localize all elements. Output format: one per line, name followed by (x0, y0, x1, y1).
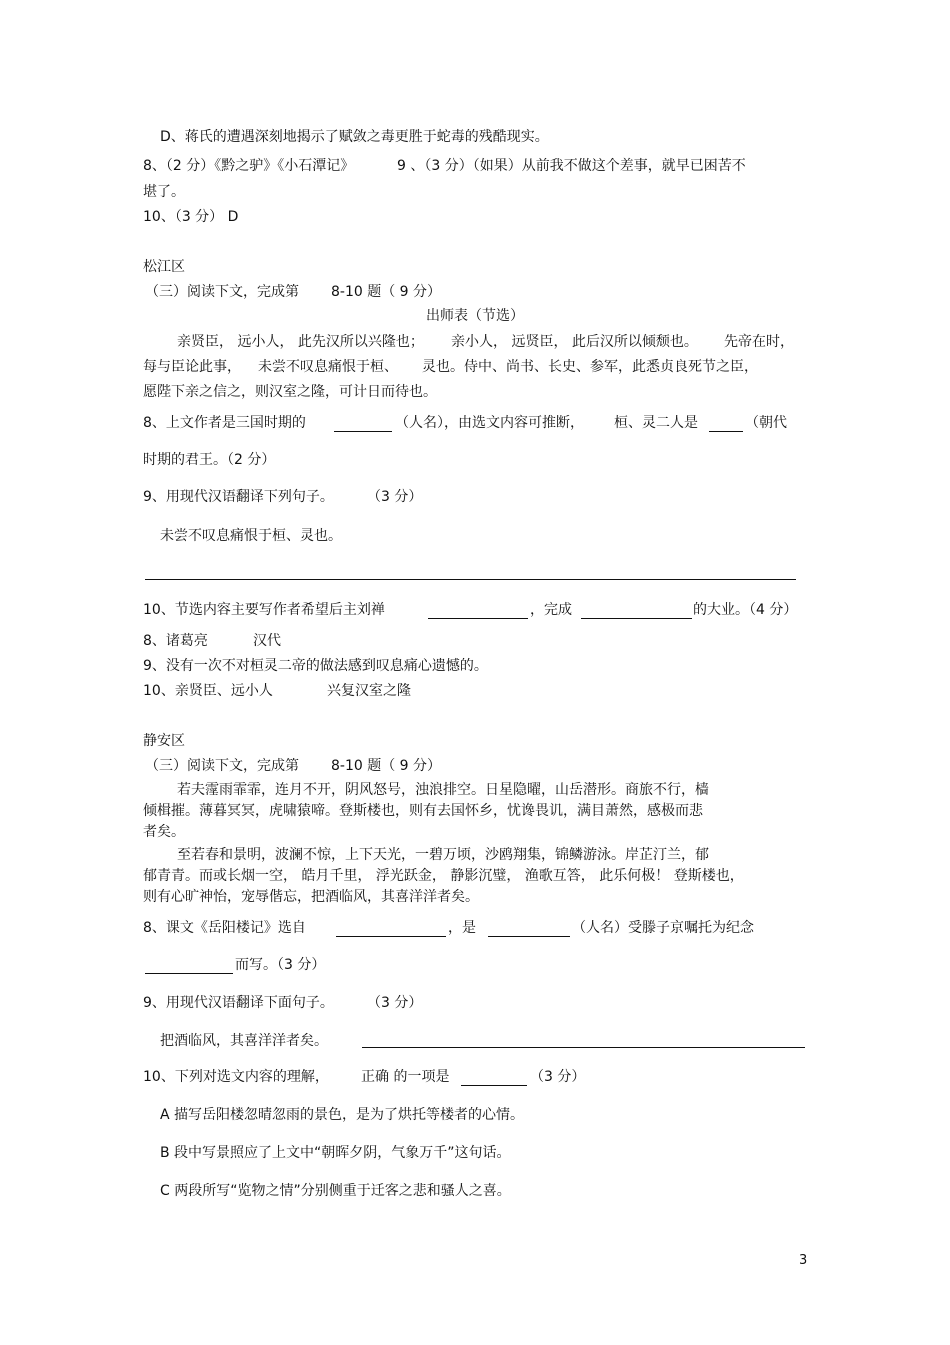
question-8-part: ，是 (448, 920, 476, 936)
section-heading: （三）阅读下文，完成第 (145, 284, 299, 300)
answer-blank[interactable] (461, 1085, 527, 1086)
answer-8-dynasty: 汉代 (253, 633, 281, 649)
question-8: 8、上文作者是三国时期的 (143, 415, 306, 431)
section-heading: （三）阅读下文，完成第 (145, 758, 299, 774)
question-10-part: 正确 的一项是 (361, 1069, 450, 1085)
answer-blank[interactable] (709, 431, 743, 432)
question-10: 10、下列对选文内容的理解， (143, 1069, 329, 1085)
answer-9-top-cont: 堪了。 (143, 184, 185, 200)
answer-blank[interactable] (428, 618, 528, 619)
passage-line: 则有心旷神怡，宠辱偕忘，把酒临风，其喜洋洋者矣。 (143, 889, 479, 905)
question-9-score: （3 分） (367, 995, 423, 1011)
answer-blank[interactable] (334, 431, 392, 432)
passage-line: 未尝不叹息痛恨于桓、 (258, 359, 398, 375)
question-8-part: 桓、灵二人是 (614, 415, 698, 431)
question-9: 9、用现代汉语翻译下面句子。 (143, 995, 334, 1011)
answer-blank[interactable] (336, 936, 446, 937)
option-a: A 描写岳阳楼忽晴忽雨的景色，是为了烘托等楼者的心情。 (160, 1107, 525, 1123)
district-songjiang: 松江区 (143, 259, 185, 275)
question-8-part: （朝代 (745, 415, 787, 431)
answer-8-top: 8、（2 分）《黔之驴》《小石潭记》 (143, 158, 355, 174)
page-number: 3 (799, 1253, 808, 1268)
question-10-part: 的大业。（4 分） (693, 602, 798, 618)
district-jingan: 静安区 (143, 733, 185, 749)
question-9: 9、用现代汉语翻译下列句子。 (143, 489, 334, 505)
passage-line: 先帝在时， (724, 334, 794, 350)
passage-line: 灵也。侍中、尚书、长史、参军，此悉贞良死节之臣， (422, 359, 758, 375)
passage-line: 者矣。 (143, 824, 185, 840)
question-10-part: ，完成 (530, 602, 572, 618)
answer-blank[interactable] (581, 618, 692, 619)
answer-10: 10、亲贤臣、远小人 (143, 683, 273, 699)
question-8: 8、课文《岳阳楼记》选自 (143, 920, 306, 936)
passage-line: 亲小人， 远贤臣， 此后汉所以倾颓也。 (451, 334, 698, 350)
passage-line: 每与臣论此事， (143, 359, 241, 375)
answer-8: 8、诸葛亮 (143, 633, 208, 649)
answer-line[interactable] (145, 579, 796, 580)
answer-10-top: 10、（3 分） D (143, 209, 239, 225)
answer-10-b: 兴复汉室之隆 (327, 683, 411, 699)
option-d: D、蒋氏的遭遇深刻地揭示了赋敛之毒更胜于蛇毒的残酷现实。 (160, 129, 549, 145)
translate-sentence: 未尝不叹息痛恨于桓、灵也。 (160, 528, 342, 544)
question-10: 10、节选内容主要写作者希望后主刘禅 (143, 602, 385, 618)
question-9-score: （3 分） (367, 489, 423, 505)
answer-line[interactable] (362, 1047, 805, 1048)
option-c: C 两段所写“览物之情”分别侧重于迁客之悲和骚人之喜。 (160, 1183, 511, 1199)
passage-line: 郁青青。而或长烟一空， 皓月千里， 浮光跃金， 静影沉璧， 渔歌互答， 此乐何极！ 登斯楼也， (143, 868, 744, 884)
option-b: B 段中写景照应了上文中“朝晖夕阴，气象万千”这句话。 (160, 1145, 511, 1161)
passage-line: 倾楫摧。薄暮冥冥，虎啸猿啼。登斯楼也，则有去国怀乡，忧谗畏讥，满目萧然，感极而悲 (143, 803, 703, 819)
passage-line: 愿陛下亲之信之，则汉室之隆，可计日而待也。 (143, 384, 437, 400)
answer-blank[interactable] (488, 936, 570, 937)
section-range: 8-10 题（ 9 分） (331, 284, 442, 300)
section-range: 8-10 题（ 9 分） (331, 758, 442, 774)
question-8-part: （人名），由选文内容可推断， (395, 415, 584, 431)
answer-blank[interactable] (145, 973, 233, 974)
question-8-cont: 而写。（3 分） (235, 957, 326, 973)
answer-9: 9、没有一次不对桓灵二帝的做法感到叹息痛心遗憾的。 (143, 658, 488, 674)
passage-line: 亲贤臣， 远小人， 此先汉所以兴隆也； (177, 334, 424, 350)
question-8-part: （人名）受滕子京嘱托为纪念 (572, 920, 754, 936)
passage-line: 至若春和景明，波澜不惊，上下天光，一碧万顷，沙鸥翔集，锦鳞游泳。岸芷汀兰，郁 (177, 847, 709, 863)
translate-sentence: 把酒临风，其喜洋洋者矣。 (160, 1033, 328, 1049)
passage-title: 出师表（节选） (426, 308, 524, 324)
passage-line: 若夫霪雨霏霏，连月不开，阴风怒号，浊浪排空。日星隐曜，山岳潜形。商旅不行，樯 (177, 782, 709, 798)
question-8-cont: 时期的君王。（2 分） (143, 452, 276, 468)
question-10-score: （3 分） (530, 1069, 586, 1085)
answer-9-top: 9 、（3 分）（如果）从前我不做这个差事，就早已困苦不 (397, 158, 746, 174)
